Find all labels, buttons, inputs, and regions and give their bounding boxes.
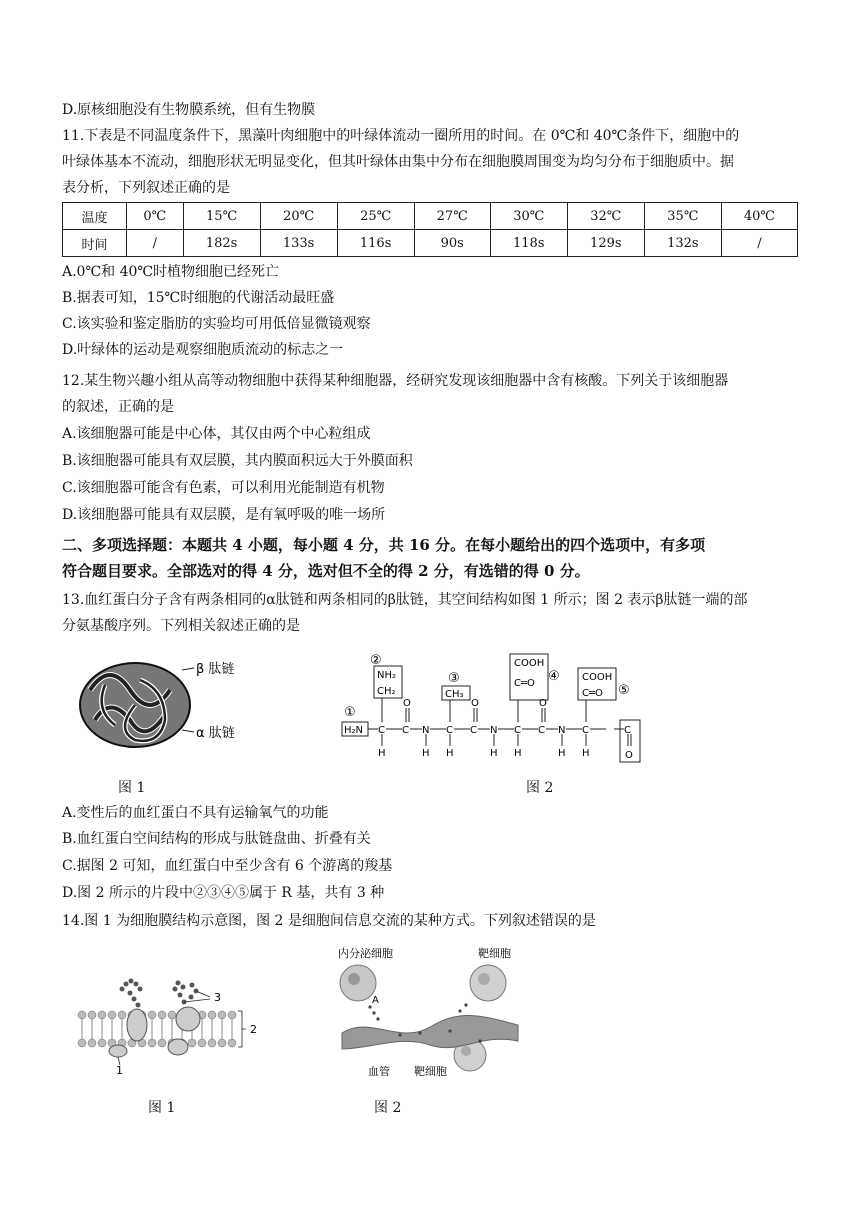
atom-h: H — [422, 748, 430, 759]
atom-c: C — [446, 725, 453, 736]
cell-membrane-figure — [70, 975, 270, 1075]
table-row — [63, 203, 798, 230]
label-2: 2 — [250, 1023, 257, 1036]
atom-c: C — [378, 725, 385, 736]
blood-vessel-label: 血管 — [368, 1065, 390, 1078]
target-cell-label-bottom: 靶细胞 — [414, 1065, 447, 1078]
table-cell: 20℃ — [260, 203, 337, 230]
table-cell: 时间 — [63, 230, 127, 257]
marker-5: ⑤ — [618, 683, 630, 698]
label-3: 3 — [214, 991, 221, 1004]
h2n-label: H₂N — [344, 725, 364, 736]
peptide-sequence-figure — [338, 650, 648, 770]
table-cell: 25℃ — [337, 203, 414, 230]
table-cell: 118s — [490, 230, 567, 257]
table-cell: 35℃ — [644, 203, 721, 230]
q12-option-c: C.该细胞器可能含有色素，可以利用光能制造有机物 — [62, 480, 385, 496]
atom-n: N — [422, 725, 430, 736]
table-row — [63, 230, 798, 257]
co-label-5: C═O — [582, 688, 603, 699]
q11-option-a: A.0℃和 40℃时植物细胞已经死亡 — [62, 264, 280, 280]
q12-option-a: A.该细胞器可能是中心体，其仅由两个中心粒组成 — [62, 426, 371, 442]
q13-stem-1: 13.血红蛋白分子含有两条相同的α肽链和两条相同的β肽链，其空间结构如图 1 所示；图 2 表示β肽链一端的部 — [62, 592, 748, 608]
q11-option-c: C.该实验和鉴定脂肪的实验均可用低倍显微镜观察 — [62, 316, 371, 332]
atom-c: C — [402, 725, 409, 736]
marker-3: ③ — [448, 671, 460, 686]
hemoglobin-figure — [70, 650, 270, 760]
q13-option-a: A.变性后的血红蛋白不具有运输氧气的功能 — [62, 805, 329, 821]
q11-stem-1: 11.下表是不同温度条件下，黑藻叶肉细胞中的叶绿体流动一圈所用的时间。在 0℃和 40℃条件下，细胞中的 — [62, 128, 740, 144]
alpha-chain-label: α 肽链 — [196, 726, 235, 741]
atom-o: O — [625, 750, 633, 761]
atom-n: N — [558, 725, 566, 736]
cooh-label-4: COOH — [514, 658, 545, 669]
q12-option-b: B.该细胞器可能具有双层膜，其内膜面积远大于外膜面积 — [62, 453, 413, 469]
table-cell: 116s — [337, 230, 414, 257]
table-cell: 15℃ — [183, 203, 260, 230]
fig13-caption-1: 图 1 — [118, 780, 146, 796]
q13-stem-2: 分氨基酸序列。下列相关叙述正确的是 — [62, 618, 300, 634]
atom-c: C — [624, 725, 631, 736]
atom-h: H — [378, 748, 386, 759]
beta-chain-label: β 肽链 — [196, 662, 235, 677]
atom-c: C — [470, 725, 477, 736]
atom-c: C — [514, 725, 521, 736]
atom-c: C — [582, 725, 589, 736]
q12-stem-1: 12.某生物兴趣小组从高等动物细胞中获得某种细胞器，经研究发现该细胞器中含有核酸。下列关于该细胞器 — [62, 373, 729, 389]
target-cell-label-top: 靶细胞 — [478, 947, 511, 960]
table-cell: 32℃ — [567, 203, 644, 230]
q14-stem: 14.图 1 为细胞膜结构示意图，图 2 是细胞间信息交流的某种方式。下列叙述错误的是 — [62, 913, 596, 929]
table-cell: 129s — [567, 230, 644, 257]
q13-option-b: B.血红蛋白空间结构的形成与肽链盘曲、折叠有关 — [62, 831, 371, 847]
atom-h: H — [446, 748, 454, 759]
section-2-heading-2: 符合题目要求。全部选对的得 4 分，选对但不全的得 2 分，有选错的得 0 分。 — [62, 562, 590, 580]
table-cell: 182s — [183, 230, 260, 257]
atom-h: H — [558, 748, 566, 759]
cell-signaling-figure — [330, 945, 530, 1085]
option-d-q10: D.原核细胞没有生物膜系统，但有生物膜 — [62, 102, 316, 118]
q12-stem-2: 的叙述，正确的是 — [62, 399, 174, 415]
fig13-caption-2: 图 2 — [526, 780, 554, 796]
temperature-table — [62, 202, 798, 257]
table-cell: 30℃ — [490, 203, 567, 230]
section-2-heading-1: 二、多项选择题：本题共 4 小题，每小题 4 分，共 16 分。在每小题给出的四个选项中，有多项 — [62, 536, 706, 554]
ch3-label: CH₃ — [445, 689, 464, 700]
table-cell: 0℃ — [127, 203, 184, 230]
q12-option-d: D.该细胞器可能具有双层膜，是有氧呼吸的唯一场所 — [62, 507, 386, 523]
co-label-4: C═O — [514, 678, 535, 689]
atom-c: C — [538, 725, 545, 736]
marker-4: ④ — [548, 669, 560, 684]
atom-o: O — [539, 698, 547, 709]
q11-option-d: D.叶绿体的运动是观察细胞质流动的标志之一 — [62, 342, 344, 358]
q11-stem-2: 叶绿体基本不流动，细胞形状无明显变化，但其叶绿体由集中分布在细胞膜周围变为均匀分布于细胞质中。据 — [62, 154, 734, 170]
table-cell: 40℃ — [721, 203, 797, 230]
cooh-label-5: COOH — [582, 672, 613, 683]
table-cell: 133s — [260, 230, 337, 257]
fig14-caption-2: 图 2 — [374, 1100, 402, 1116]
fig14-caption-1: 图 1 — [148, 1100, 176, 1116]
table-cell: 27℃ — [414, 203, 490, 230]
q13-option-c: C.据图 2 可知，血红蛋白中至少含有 6 个游离的羧基 — [62, 858, 393, 874]
nh2-label: NH₂ — [377, 670, 397, 681]
atom-h: H — [582, 748, 590, 759]
atom-n: N — [490, 725, 498, 736]
marker-1: ① — [344, 705, 356, 720]
table-cell: / — [721, 230, 797, 257]
q11-option-b: B.据表可知，15℃时细胞的代谢活动最旺盛 — [62, 290, 335, 306]
table-cell: 温度 — [63, 203, 127, 230]
marker-2: ② — [370, 653, 382, 668]
atom-h: H — [514, 748, 522, 759]
atom-o: O — [403, 698, 411, 709]
label-1: 1 — [116, 1064, 123, 1075]
table-cell: / — [127, 230, 184, 257]
atom-h: H — [490, 748, 498, 759]
ch2-label: CH₂ — [377, 686, 396, 697]
endocrine-cell-label: 内分泌细胞 — [338, 947, 393, 960]
table-cell: 132s — [644, 230, 721, 257]
q13-option-d: D.图 2 所示的片段中②③④⑤属于 R 基，共有 3 种 — [62, 885, 385, 901]
q11-stem-3: 表分析，下列叙述正确的是 — [62, 180, 230, 196]
atom-o: O — [471, 698, 479, 709]
signal-a-label: A — [372, 995, 379, 1006]
table-cell: 90s — [414, 230, 490, 257]
